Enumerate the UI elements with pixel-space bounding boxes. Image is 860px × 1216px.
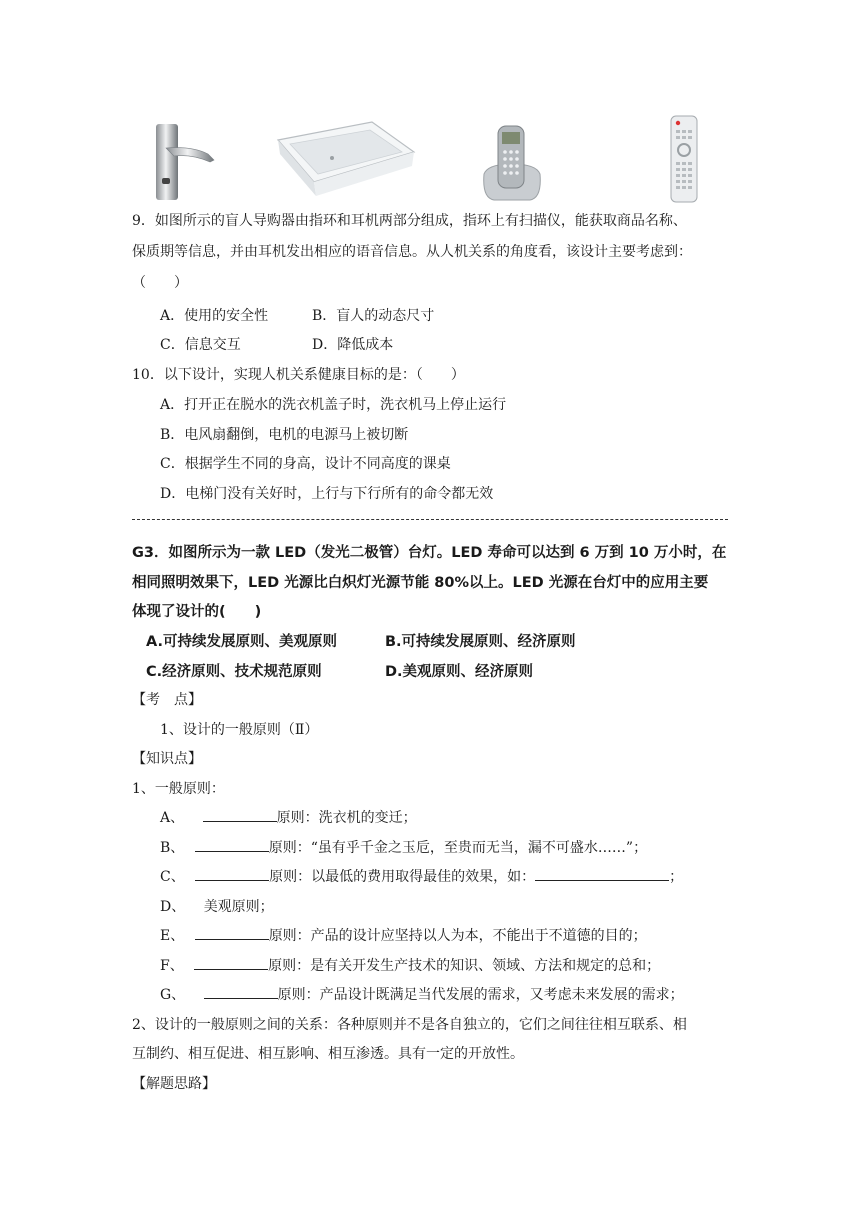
g3-stem-line3: 体现了设计的( ): [132, 604, 262, 620]
g3-option-a: A.可持续发展原则、美观原则: [146, 634, 337, 650]
kaodian-item: 1、设计的一般原则（Ⅱ）: [160, 722, 319, 738]
faucet-image: [152, 120, 222, 202]
cordless-phone-image: [480, 124, 544, 202]
principle-c-text: 原则：以最低的费用取得最佳的效果，如：: [269, 869, 536, 885]
g3-option-b: B.可持续发展原则、经济原则: [385, 634, 576, 650]
section-divider: [132, 519, 728, 520]
kaodian-heading: 【考 点】: [132, 692, 202, 708]
zhishi-sub1: 1、一般原则：: [132, 781, 225, 797]
principle-b-text: 原则：“虽有乎千金之玉卮，至贵而无当，漏不可盛水……”；: [268, 840, 648, 856]
principle-d-prefix: D、: [160, 899, 186, 915]
principle-e-blank: [195, 925, 269, 940]
principle-c-example-blank: [535, 866, 669, 881]
q10-option-a: A．打开正在脱水的洗衣机盖子时，洗衣机马上停止运行: [160, 397, 507, 413]
principle-f-blank: [194, 955, 268, 970]
bathtub-image: [272, 118, 417, 200]
g3-stem-line1: G3．如图所示为一款 LED（发光二极管）台灯。LED 寿命可以达到 6 万到 10 万小时，在: [132, 545, 727, 561]
q9-option-b: B．盲人的动态尺寸: [312, 308, 435, 324]
principle-d-text: 美观原则；: [203, 899, 274, 915]
principle-f: [160, 955, 660, 975]
principle-g-prefix: G、: [160, 987, 186, 1003]
principle-a-prefix: A、: [160, 810, 185, 826]
zhishi-heading: 【知识点】: [132, 751, 202, 767]
principle-g-text: 原则：产品设计既满足当代发展的需求，又考虑未来发展的需求；: [277, 987, 684, 1003]
principle-e-text: 原则：产品的设计应坚持以人为本，不能出于不道德的目的；: [268, 928, 647, 944]
q9-stem-line1: 9．如图所示的盲人导购器由指环和耳机两部分组成，指环上有扫描仪，能获取商品名称、: [132, 213, 687, 229]
principle-a: [160, 807, 417, 827]
principle-c-blank: [195, 866, 269, 881]
q10-option-c: C．根据学生不同的身高，设计不同高度的课桌: [160, 456, 451, 472]
principle-e: [160, 925, 647, 945]
principle-g: [160, 984, 684, 1004]
q9-stem-line2: 保质期等信息，并由耳机发出相应的语音信息。从人机关系的角度看，该设计主要考虑到：: [132, 244, 692, 260]
g3-option-d: D.美观原则、经济原则: [385, 664, 534, 680]
jieti-heading: 【解题思路】: [132, 1076, 216, 1092]
principle-f-text: 原则：是有关开发生产技术的知识、领域、方法和规定的总和；: [268, 958, 661, 974]
principle-d: [160, 896, 274, 916]
relation-line1: 2、设计的一般原则之间的关系：各种原则并不是各自独立的，它们之间往往相互联系、相: [132, 1017, 687, 1033]
principle-a-blank: [203, 807, 277, 822]
principle-g-blank: [204, 984, 278, 999]
q9-option-d: D．降低成本: [312, 337, 394, 353]
q9-stem-line3: （ ）: [132, 275, 188, 291]
principle-c-prefix: C、: [160, 869, 185, 885]
principle-a-text: 原则：洗衣机的变迁；: [276, 810, 417, 826]
q10-option-d: D．电梯门没有关好时，上行与下行所有的命令都无效: [160, 486, 494, 502]
principle-f-prefix: F、: [160, 958, 184, 974]
relation-line2: 互制约、相互促进、相互影响、相互渗透。具有一定的开放性。: [132, 1046, 524, 1062]
principle-b-prefix: B、: [160, 840, 185, 856]
q10-option-b: B．电风扇翻倒，电机的电源马上被切断: [160, 427, 409, 443]
principle-b-blank: [195, 837, 269, 852]
q10-stem: 10．以下设计，实现人机关系健康目标的是：（ ）: [132, 367, 465, 383]
g3-option-c: C.经济原则、技术规范原则: [146, 664, 322, 680]
remote-control-image: [668, 114, 700, 204]
principle-c: [160, 866, 683, 886]
q9-option-c: C．信息交互: [160, 337, 241, 353]
principle-e-prefix: E、: [160, 928, 185, 944]
g3-stem-line2: 相同照明效果下，LED 光源比白炽灯光源节能 80%以上。LED 光源在台灯中的应用主要: [132, 575, 709, 591]
q9-option-a: A．使用的安全性: [160, 308, 269, 324]
principle-b: [160, 837, 647, 857]
principle-c-end: ；: [669, 869, 684, 885]
